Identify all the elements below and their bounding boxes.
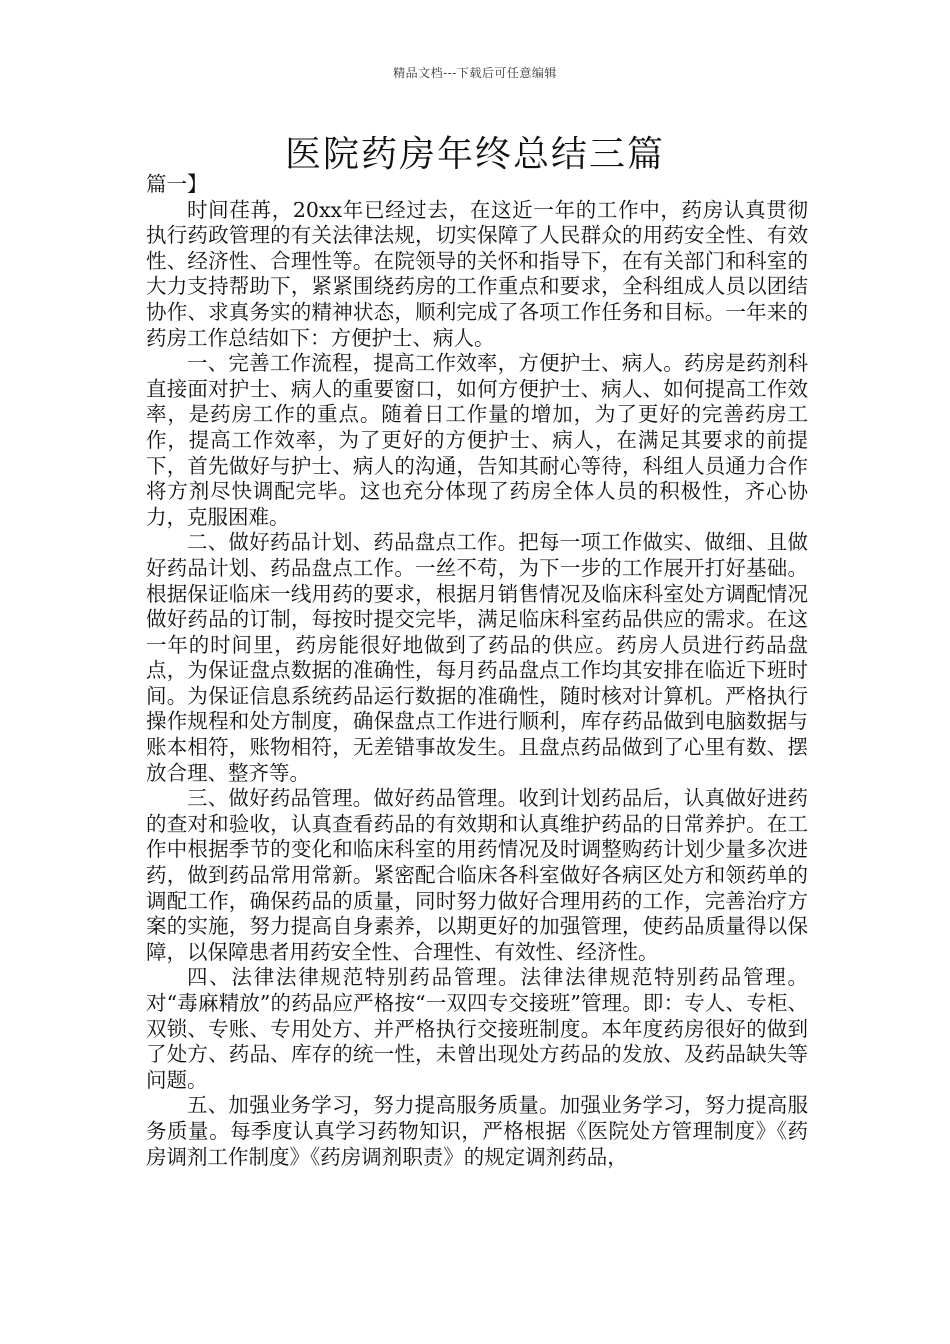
paragraph-section-2: 二、做好药品计划、药品盘点工作。把每一项工作做实、做细、且做好药品计划、药品盘点工作。一丝不苟，为下一步的工作展开打好基础。根据保证临床一线用药的要求，根据月销售情况及临床科室处方调配情况做好药品的订制，每按时提交完毕，满足临床科室药品供应的需求。在这一年的时间里，药房能很好地做到了药品的供应。药房人员进行药品盘点，为保证盘点数据的准确性，每月药品盘点工作均其安排在临近下班时间。为保证信息系统药品运行数据的准确性，随时核对计算机。严格执行操作规程和处方制度，确保盘点工作进行顺利，库存药品做到电脑数据与账本相符，账物相符，无差错事故发生。且盘点药品做到了心里有数、摆放合理、整齐等。 [146,530,808,785]
document-title: 医院药房年终总结三篇 [284,134,665,175]
section-label: 篇一】 [146,172,208,196]
paragraph-intro: 时间荏苒，20xx年已经过去，在这近一年的工作中，药房认真贯彻执行药政管理的有关法律法规，切实保障了人民群众的用药安全性、有效性、经济性、合理性等。在院领导的关怀和指导下，在有关部门和科室的大力支持帮助下，紧紧围绕药房的工作重点和要求，全科组成人员以团结协作、求真务实的精神状态，顺利完成了各项工作任务和目标。一年来的药房工作总结如下：方便护士、病人。 [146,197,808,350]
paragraph-section-4: 四、法律法律规范特别药品管理。法律法律规范特别药品管理。对“毒麻精放”的药品应严格按“一双四专交接班”管理。即：专人、专柜、双锁、专账、专用处方、并严格执行交接班制度。本年度药房很好的做到了处方、药品、库存的统一性，未曾出现处方药品的发放、及药品缺失等问题。 [146,965,808,1092]
header-note: 精品文档---下载后可任意编辑 [393,66,557,80]
document-body [146,172,808,1170]
paragraph-section-1: 一、完善工作流程，提高工作效率，方便护士、病人。药房是药剂科直接面对护士、病人的重要窗口，如何方便护士、病人、如何提高工作效率，是药房工作的重点。随着日工作量的增加，为了更好的完善药房工作，提高工作效率，为了更好的方便护士、病人，在满足其要求的前提下，首先做好与护士、病人的沟通，告知其耐心等待，科组人员通力合作将方剂尽快调配完毕。这也充分体现了药房全体人员的积极性，齐心协力，克服困难。 [146,351,808,529]
paragraph-section-3: 三、做好药品管理。做好药品管理。收到计划药品后，认真做好进药的查对和验收，认真查看药品的有效期和认真维护药品的日常养护。在工作中根据季节的变化和临床科室的用药情况及时调整购药计划少量多次进药，做到药品常用常新。紧密配合临床各科室做好各病区处方和领药单的调配工作，确保药品的质量，同时努力做好合理用药的工作，完善治疗方案的实施，努力提高自身素养，以期更好的加强管理，使药品质量得以保障，以保障患者用药安全性、合理性、有效性、经济性。 [146,786,808,964]
paragraph-section-5: 五、加强业务学习，努力提高服务质量。加强业务学习，努力提高服务质量。每季度认真学习药物知识，严格根据《医院处方管理制度》《药房调剂工作制度》《药房调剂职责》的规定调剂药品， [146,1093,808,1169]
